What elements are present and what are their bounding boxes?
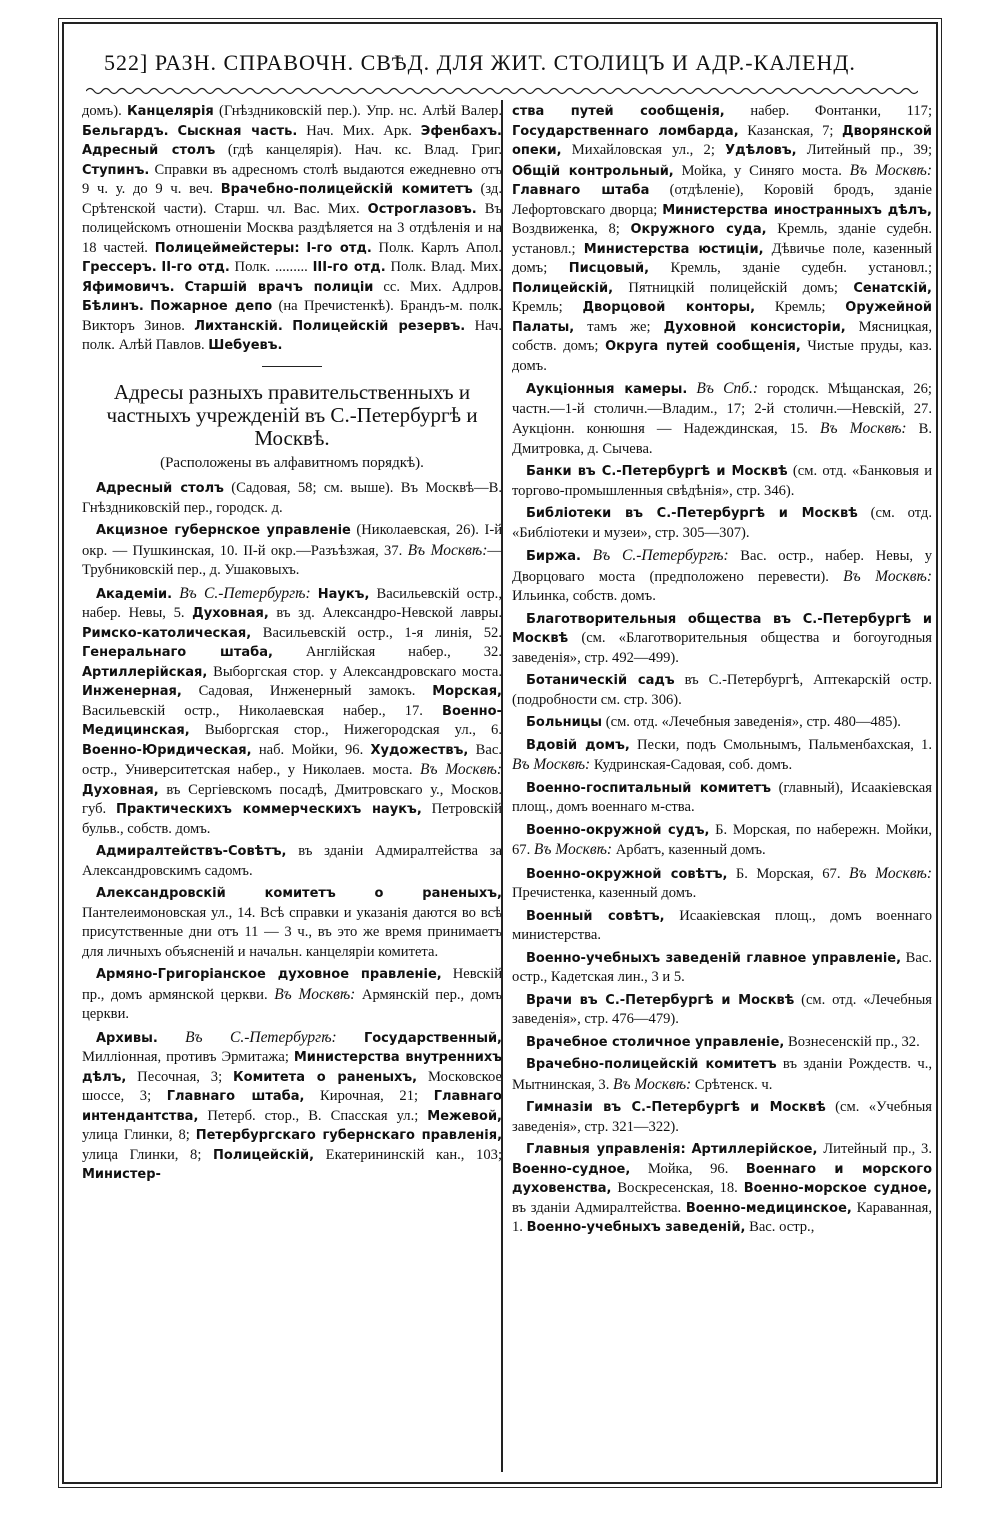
entry-text: Б. Морская, по набережн. Мойки, 67. xyxy=(512,821,932,858)
entry-heading: Адресный столъ xyxy=(96,481,224,496)
entry-heading: Полицеймейстеры: xyxy=(154,240,300,256)
entry-city-label: Въ Москвѣ: xyxy=(848,864,932,882)
directory-entry xyxy=(512,504,932,543)
directory-entry xyxy=(82,965,502,1025)
section-title: Адресы разныхъ правительственныхъ и частныхъ учрежденій въ С.-Петербургѣ и Москвѣ. xyxy=(106,379,478,450)
entry-heading: Округа путей сообщенія, xyxy=(605,339,801,354)
directory-entry xyxy=(512,379,932,459)
entry-text: Выборгская стор. у Александровскаго моста. xyxy=(207,663,502,680)
entry-heading: Яфимовичъ. xyxy=(82,279,175,295)
entry-text xyxy=(687,381,696,397)
entry-heading: Полицейскій, xyxy=(512,280,614,296)
entry-heading: Ступинъ. xyxy=(82,162,150,178)
entry-heading: Благотворительныя общества въ С.-Петербургѣ и Москвѣ xyxy=(512,611,932,646)
entry-heading: Оружейной Палаты, xyxy=(512,300,932,335)
entry-heading: Архивы. xyxy=(96,1030,158,1046)
entry-heading: Биржа. xyxy=(526,549,581,564)
entry-text: Невскій пр., домъ армянской церкви. xyxy=(82,966,503,1003)
entry-heading: I-го отд. xyxy=(306,240,372,256)
entry-heading: Удѣловъ, xyxy=(725,143,797,158)
entry-heading: Министерства иностранныхъ дѣлъ, xyxy=(662,202,932,218)
directory-entry xyxy=(512,1098,932,1137)
entry-text xyxy=(311,586,318,602)
entry-heading: Государственный, xyxy=(363,1030,502,1046)
entry-text: Справки въ адресномъ столѣ выдаются ежедневно отъ 9 ч. у. до 9 ч. веч. xyxy=(82,161,502,197)
entry-text: тамъ же; xyxy=(574,318,664,335)
entry-text: Ильинка, собств. домъ. xyxy=(512,588,656,604)
entry-text: Васильевскій остр., Николаевская набер., 17. xyxy=(82,702,443,719)
entry-heading: Петербургскаго губернскаго правленія, xyxy=(195,1128,503,1143)
directory-entry xyxy=(82,479,502,518)
entry-city-label: Въ Спб.: xyxy=(696,380,759,397)
entry-text: Кудринская-Садовая, соб. домъ. xyxy=(590,757,793,773)
entry-text: Полк. Влад. Мих. xyxy=(385,259,502,275)
directory-entry xyxy=(512,1033,932,1053)
entry-heading: Общій контрольный, xyxy=(512,163,674,179)
entry-heading: Военно-окружной судъ, xyxy=(526,822,710,838)
right-column xyxy=(512,102,932,1241)
entry-heading: Полицейскій, xyxy=(213,1147,315,1163)
entry-text: сс. Мих. Адлров. xyxy=(373,278,502,295)
directory-entry xyxy=(512,546,932,607)
entry-heading: Врачебно-полицейскій комитетъ xyxy=(526,1057,777,1072)
entry-text: (на Пречистенкѣ). Брандъ-м. полк. Викторъ Зинов. xyxy=(82,298,503,334)
entry-text: Мойка, 96. xyxy=(630,1160,746,1177)
entry-heading: Военно-учебныхъ заведеній главное управленіе, xyxy=(526,950,902,966)
entry-heading: Военно-морское судное, xyxy=(743,1181,932,1196)
left-column xyxy=(82,102,502,1188)
entry-text: Караванная, 1. xyxy=(512,1199,933,1235)
entry-text: Вас. остр., Кадетская лин., 3 и 5. xyxy=(512,949,932,985)
entry-text: (Николаевская, 26). I-й окр. — Пушкинская, 10. II-й окр.—Разъѣзжая, 37. xyxy=(82,522,503,559)
directory-entry xyxy=(512,949,932,988)
entry-city-label: Въ С.-Петербургѣ: xyxy=(592,547,729,564)
section-rule xyxy=(262,366,322,367)
entry-heading: Окружного суда, xyxy=(630,222,767,237)
entry-heading: Врачи въ С.-Петербургѣ и Москвѣ xyxy=(526,992,795,1008)
directory-entry xyxy=(82,1028,502,1185)
entry-text: Полк. Карлъ Апол. xyxy=(371,239,503,256)
entry-heading: Министер- xyxy=(82,1167,161,1182)
directory-entry xyxy=(512,821,932,861)
entry-text: Литейный пр., 3. xyxy=(817,1141,932,1157)
entry-text: Московское шоссе, 3; xyxy=(82,1068,502,1104)
entry-heading: Министерства внутреннихъ дѣлъ, xyxy=(82,1050,502,1085)
entry-heading: Армяно-Григоріанское духовное правленіе, xyxy=(96,967,442,982)
entry-text: Вас. остр., xyxy=(745,1219,815,1235)
entry-text xyxy=(581,548,593,564)
entry-text: Пески, подъ Смольнымъ, Пальменбахская, 1. xyxy=(629,736,932,753)
entry-text: Пречистенка, казенный домъ. xyxy=(512,885,697,901)
entry-text: улица Глинки, 8; xyxy=(82,1146,214,1163)
entry-text: Кирочная, 21; xyxy=(304,1088,434,1104)
entry-text: Кремль; xyxy=(512,299,583,315)
entry-text: —Трубниковскій пер., д. Ушаковыхъ. xyxy=(82,542,502,578)
entry-heading: Сенатскій, xyxy=(853,280,932,296)
page-frame xyxy=(62,22,938,1484)
directory-entry xyxy=(512,991,932,1030)
entry-text: (см. отд. «Лечебныя заведенія», стр. 480—485). xyxy=(602,714,901,730)
entry-text: Дѣвичье поле, казенный домъ; xyxy=(512,240,932,276)
directory-entry xyxy=(512,462,932,501)
entry-heading: Остроглазовъ. xyxy=(367,201,477,217)
entry-text xyxy=(283,318,292,334)
entry-text: Литейный пр., 39; xyxy=(796,142,932,158)
entry-text: Казанская, 7; xyxy=(738,122,843,139)
entry-text xyxy=(169,123,178,139)
entry-heading: Гимназіи въ С.-Петербургѣ и Москвѣ xyxy=(526,1100,826,1115)
entry-heading: Генеральнаго штаба, xyxy=(82,645,273,660)
directory-entry xyxy=(512,779,932,818)
entry-city-label: Въ Москвѣ: xyxy=(820,420,907,437)
entry-text xyxy=(144,298,150,314)
directory-entry xyxy=(512,1140,932,1238)
entry-heading: Артиллерійская, xyxy=(82,664,208,680)
directory-entry xyxy=(82,521,502,581)
entry-heading: Министерства юстиціи, xyxy=(583,241,764,257)
entry-heading: Дворянской опеки, xyxy=(512,123,932,158)
directory-entry xyxy=(512,713,932,733)
entry-text: въ зданіи Рождеств. ч., Мытнинская, 3. xyxy=(512,1056,932,1093)
entry-text: въ зданіи Адмиралтейства. xyxy=(512,1199,686,1216)
entry-heading: Бѣлинъ. xyxy=(82,299,144,314)
column-divider xyxy=(501,100,503,1472)
entry-text: Пятницкій полицейскій домъ; xyxy=(613,279,854,296)
entry-text: Б. Морская, 67. xyxy=(727,865,849,882)
entry-heading: Сыскная часть. xyxy=(177,123,298,139)
entry-text: Срѣтенск. ч. xyxy=(691,1076,773,1093)
right-entries xyxy=(512,102,932,1238)
entry-heading: Римско-католическая, xyxy=(82,625,252,641)
entry-text: Мойка, у Синяго моста. xyxy=(673,162,850,179)
left-entries xyxy=(82,479,502,1185)
directory-entry xyxy=(82,842,502,881)
entry-text: Вас. остр., набер. Невы, у Дворцоваго моста (предположено перевести). xyxy=(512,548,932,585)
entry-text: въ С.-Петербургѣ, Аптекарскій остр. (подробности см. стр. 306). xyxy=(512,672,932,708)
directory-entry xyxy=(82,884,502,962)
entry-text: Исаакіевская площ., домъ военнаго министерства. xyxy=(512,907,932,943)
entry-text xyxy=(172,586,179,602)
entry-heading: Дворцовой конторы, xyxy=(582,300,756,315)
entry-text: Вас. остр., Университетская набер., у Николаев. моста. xyxy=(82,741,502,778)
entry-text: Кремль, зданіе судебн. установл.; xyxy=(649,260,933,276)
section-subtitle: (Расположены въ алфавитномъ порядкѣ). xyxy=(160,454,424,471)
entry-text: Воздвиженка, 8; xyxy=(512,221,631,237)
entry-text: Армянскій пер., домъ церкви. xyxy=(82,986,502,1022)
entry-text: улица Глинки, 8; xyxy=(82,1127,196,1143)
entry-text: Екатерининскій кан., 103; xyxy=(314,1146,502,1163)
entry-heading: ства путей сообщенія, xyxy=(512,104,725,119)
entry-heading: Государственнаго ломбарда, xyxy=(512,123,739,139)
entry-text: Вознесенскій пр., 32. xyxy=(784,1033,920,1050)
entry-heading: Артиллерійское, xyxy=(691,1142,818,1157)
running-head: 522] РАЗН. СПРАВОЧН. СВѢД. ДЛЯ ЖИТ. СТОЛИЦЪ И АДР.-КАЛЕНД. xyxy=(104,50,856,75)
entry-text: въ зданіи Адмиралтейства за Александровскимъ садомъ. xyxy=(82,843,502,879)
entry-heading: Комитета о раненыхъ, xyxy=(233,1069,418,1085)
entry-text: набер. Фонтанки, 117; xyxy=(724,103,932,119)
entry-city-label: Въ Москвѣ: xyxy=(407,541,488,559)
entry-heading: Старшій врачъ полиціи xyxy=(184,279,374,295)
entry-text: домъ). xyxy=(82,103,127,119)
entry-heading: Духовная, xyxy=(192,606,269,621)
entry-heading: Главнаго штаба xyxy=(512,183,650,198)
entry-text: Полк. ......... xyxy=(229,259,313,275)
entry-text: (см. «Учебныя заведенія», стр. 321—322). xyxy=(512,1099,932,1135)
entry-text: Васильевскій остр., 1-я линія, 52. xyxy=(251,624,502,641)
entry-heading: Академіи. xyxy=(96,586,173,602)
entry-city-label: Въ С.-Петербургѣ: xyxy=(179,584,311,602)
entry-heading: Шебуевъ. xyxy=(208,338,283,353)
entry-heading: Полицейскій резервъ. xyxy=(292,318,466,334)
entry-heading: Врачебное столичное управленіе, xyxy=(526,1034,785,1050)
entry-city-label: Въ Москвѣ: xyxy=(512,756,591,773)
entry-text: (отдѣленіе), Коровій бродъ, зданіе Лефортовскаго дворца; xyxy=(512,182,932,218)
entry-text: (главный), Исаакіевская площ., домъ военнаго м-ства. xyxy=(512,779,932,815)
entry-heading: Морская, xyxy=(432,684,502,699)
police-intro xyxy=(82,102,502,356)
entry-heading: Писцовый, xyxy=(568,261,650,276)
entry-heading: Военно-учебныхъ заведеній, xyxy=(526,1220,746,1235)
entry-text: Выборгская стор., Нижегородская ул., 6. xyxy=(189,722,502,738)
directory-entry xyxy=(512,1055,932,1095)
entry-heading: Канцелярія xyxy=(126,104,214,119)
entry-heading: Инженерная, xyxy=(82,684,182,699)
entry-city-label: Въ Москвѣ: xyxy=(533,841,613,858)
entry-text xyxy=(175,279,185,295)
entry-city-label: Въ Москвѣ: xyxy=(274,985,356,1003)
entry-heading: III-го отд. xyxy=(312,260,386,275)
entry-heading: Пожарное депо xyxy=(150,299,273,314)
intro-paragraph xyxy=(82,102,502,356)
entry-heading: Духовная, xyxy=(82,782,159,798)
entry-city-label: Въ Москвѣ: xyxy=(843,567,932,585)
entry-text xyxy=(158,1030,185,1046)
entry-heading: Военно-окружной совѣтъ, xyxy=(526,866,728,882)
entry-heading: Акцизное губернское управленіе xyxy=(96,523,351,538)
entry-heading: Военно-судное, xyxy=(512,1161,631,1177)
entry-heading: Военно-госпитальный комитетъ xyxy=(526,780,771,796)
entry-heading: Эфенбахъ. xyxy=(420,123,502,139)
entry-heading: Бельгардъ. xyxy=(82,123,169,139)
entry-heading: Больницы xyxy=(526,715,603,730)
entry-heading: Банки въ С.-Петербургѣ и Москвѣ xyxy=(526,464,788,479)
entry-city-label: Въ Москвѣ: xyxy=(849,161,932,179)
entry-text: Нач. полк. Алѣй Павлов. xyxy=(82,317,502,353)
entry-heading: Военно-Медицинская, xyxy=(82,703,502,738)
entry-text: Чистые пруды, каз. домъ. xyxy=(512,338,933,374)
entry-text: Арбатъ, казенный домъ. xyxy=(612,842,766,858)
entry-text: (Садовая, 58; см. выше). Въ Москвѣ—В. Гнѣздниковскій пер., городск. д. xyxy=(82,480,502,516)
entry-text: городск. Мѣщанская, 26; частн.—1-й столичн.—Владим., 17; 2-й столичн.—Невскій, 27. Аукціонн. конюшня — Надеждинская, 15. xyxy=(512,381,932,437)
entry-text: Песочная, 3; xyxy=(126,1068,234,1085)
entry-heading: Художествъ, xyxy=(370,742,469,758)
entry-heading: Лихтанскій. xyxy=(194,318,283,334)
entry-text xyxy=(300,240,307,256)
entry-heading: Ботаническій садъ xyxy=(526,673,675,688)
entry-text: наб. Мойки, 96. xyxy=(251,741,371,758)
entry-heading: Наукъ, xyxy=(317,586,370,602)
entry-text: (гдѣ канцелярія). Нач. кс. Влад. Григ. xyxy=(215,142,502,158)
entry-heading: Главныя управленія: xyxy=(526,1142,686,1157)
entry-text: Садовая, Инженерный замокъ. xyxy=(181,683,433,699)
entry-text: В. Дмитровка, д. Сычева. xyxy=(512,421,932,457)
entry-text: Кремль; xyxy=(755,299,846,315)
page-header xyxy=(64,24,936,94)
entry-heading: Библіотеки въ С.-Петербургѣ и Москвѣ xyxy=(526,506,858,521)
entry-text: Въ полицейскомъ отношеніи Москва раздѣляется на 3 отдѣленія и на 18 частей. xyxy=(82,200,503,256)
entry-heading: Адресный столъ xyxy=(82,143,216,158)
entry-text: Кремль, зданіе судебн. установл.; xyxy=(512,221,932,257)
entry-heading: Главнаго интендантства, xyxy=(82,1089,502,1124)
entry-text: Пантелеимоновская ул., 14. Всѣ справки и указанія даются во всѣ присутственные дни отъ 11 — 3 ч., въ это же время принимаетъ для личныхъ объясненій и начальн. канцеляріи комитета. xyxy=(82,904,502,960)
entry-city-label: Въ Москвѣ: xyxy=(613,1075,692,1093)
entry-text: Михайловская ул., 2; xyxy=(561,142,726,158)
entry-text: (см. «Благотворительныя общества и богоугодныя заведенія», стр. 492—499). xyxy=(512,630,932,666)
entry-text: Англійская набер., 32. xyxy=(272,644,502,660)
entry-heading: Межевой, xyxy=(427,1108,502,1124)
entry-text: Нач. Мих. Арк. xyxy=(297,122,421,139)
directory-entry xyxy=(512,864,932,904)
directory-entry xyxy=(512,907,932,946)
entry-heading: Врачебно-полицейскій комитетъ xyxy=(220,182,473,197)
entry-text: (см. отд. «Лечебныя заведенія», стр. 476—479). xyxy=(512,991,932,1027)
entry-text: Петерб. стор., В. Спасская ул.; xyxy=(198,1107,428,1124)
entry-text xyxy=(686,1141,692,1157)
entry-text: Воскресенская, 18. xyxy=(611,1180,744,1196)
entry-text: Петровскій бульв., собств. домъ. xyxy=(82,801,502,837)
entry-text: Мясницкая, собств. домъ; xyxy=(512,318,932,354)
entry-heading: Духовной консисторіи, xyxy=(663,319,846,335)
entry-text: (зд. Срѣтенской части). Старш. чл. Вас. Мих. xyxy=(82,181,502,217)
entry-heading: Военно-Юридическая, xyxy=(82,742,252,758)
entry-heading: Аукціонныя камеры. xyxy=(526,382,688,397)
directory-entry xyxy=(82,584,502,840)
entry-heading: Вдовій домъ, xyxy=(526,737,630,753)
entry-heading: Практическихъ коммерческихъ наукъ, xyxy=(115,802,422,817)
entry-text: (см. отд. «Библіотеки и музеи», стр. 305—307). xyxy=(512,505,932,541)
directory-entry xyxy=(512,736,932,776)
directory-entry xyxy=(512,610,932,669)
entry-city-label: Въ Москвѣ: xyxy=(420,761,502,778)
entry-city-label: Въ С.-Петербургѣ: xyxy=(185,1028,337,1046)
entry-heading: II-го отд. xyxy=(161,260,230,275)
entry-heading: Александровскій комитетъ о раненыхъ, xyxy=(96,886,502,901)
entry-heading: Военнаго и морского духовенства, xyxy=(512,1161,933,1196)
entry-heading: Военный совѣтъ, xyxy=(526,908,665,924)
entry-text: (Гнѣздниковскій пер.). Упр. нс. Алѣй Валер. xyxy=(213,103,502,119)
directory-entry xyxy=(512,102,932,376)
entry-text: въ зд. Александро-Невской лавры. xyxy=(268,605,502,621)
entry-text xyxy=(337,1030,364,1046)
entry-text: (см. отд. «Банковыя и торгово-промышленныя свѣдѣнія», стр. 346). xyxy=(512,463,932,499)
entry-text: въ Сергіевскомъ посадѣ, Дмитровскаго у., Москов. губ. xyxy=(82,781,502,817)
entry-heading: Грессеръ. xyxy=(82,260,157,275)
entry-heading: Главнаго штаба, xyxy=(166,1089,305,1104)
directory-entry xyxy=(512,671,932,710)
entry-heading: Адмиралтействъ-Совѣтъ, xyxy=(96,844,287,859)
entry-text: Милліонная, противъ Эрмитажа; xyxy=(82,1049,294,1065)
entry-text xyxy=(157,259,162,275)
entry-text: Васильевскій остр., набер. Невы, 5. xyxy=(82,585,502,621)
entry-heading: Военно-медицинское, xyxy=(685,1200,852,1216)
wavy-rule xyxy=(86,86,918,96)
